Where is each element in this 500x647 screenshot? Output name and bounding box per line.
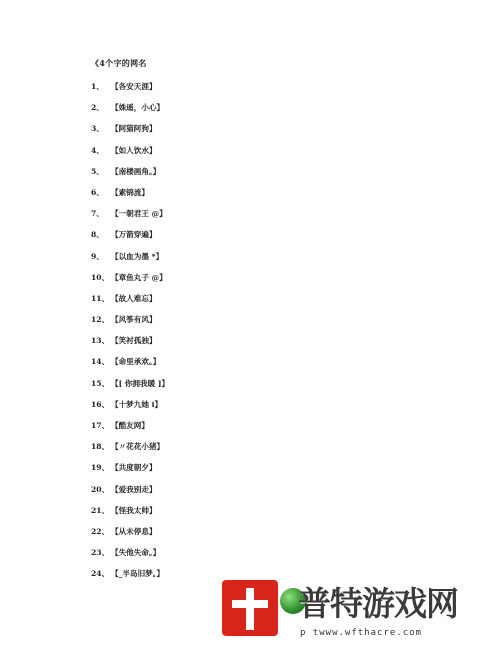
list-item (91, 167, 169, 188)
list-item (91, 548, 169, 569)
list-item (91, 103, 169, 124)
list-item-number: 23、 (91, 548, 110, 558)
list-item (91, 230, 169, 251)
list-item-number: 7、 (91, 209, 104, 219)
list-item-text: 【万箭穿遍】 (111, 230, 157, 240)
list-item (91, 273, 169, 294)
list-item-number: 11、 (91, 293, 110, 303)
list-item-number: 6、 (91, 187, 104, 197)
list-item-text: 【爱我别走】 (111, 484, 157, 494)
list-item-text: 【风筝有风】 (111, 315, 157, 325)
list-item-number: 20、 (91, 484, 110, 494)
list-item-text: 【一朝君王 @】 (111, 209, 167, 219)
watermark-logo-text: 普特游戏网 (298, 584, 458, 623)
list-item-number: 9、 (91, 251, 104, 261)
list-item (91, 146, 169, 167)
list-item-text: 【阿猫阿狗】 (111, 124, 157, 134)
list-item-text: 【如人饮水】 (111, 145, 157, 155)
list-item (91, 463, 169, 484)
list-item-number: 24、 (91, 569, 110, 579)
list-item-text: 【从未停息】 (111, 526, 157, 536)
list-item-text: 【怪我太帅】 (111, 505, 157, 515)
list-item (91, 527, 169, 548)
list-item-number: 12、 (91, 315, 110, 325)
list-item (91, 188, 169, 209)
list-item-number: 5、 (91, 166, 104, 176)
list-item-text: 【〃花花小猪】 (111, 442, 165, 452)
list-item-text: 【素锦流】 (111, 187, 149, 197)
list-item-text: 【十梦九她 i】 (111, 399, 163, 409)
list-item-number: 2、 (91, 103, 104, 113)
list-item-text: 【失他失命。】 (111, 548, 161, 558)
list-item-text: 【各安天涯】 (111, 82, 157, 91)
list-item-number: 22、 (91, 526, 110, 536)
list-item-number: 3、 (91, 124, 104, 134)
list-item (91, 294, 169, 315)
list-item-number: 10、 (91, 272, 110, 282)
list-item (91, 252, 169, 273)
list-item-text: 【[ 你拥我暖 ]】 (111, 378, 170, 388)
list-item-text: 【酷友网】 (111, 421, 149, 430)
list-item-number: 19、 (91, 463, 110, 473)
document-title: 《4个字的网名 (91, 58, 147, 68)
list-item (91, 82, 169, 103)
list-item (91, 569, 169, 590)
list-item-number: 21、 (91, 505, 110, 515)
list-item-text: 【笑衬孤独】 (111, 336, 157, 346)
list-item-number: 1、 (91, 82, 104, 91)
list-item-number: 13、 (91, 336, 110, 346)
list-item-text: 【以血为墨 *】 (111, 251, 164, 261)
list-item-text: 【故人难忘】 (111, 293, 157, 303)
list-item-text: 【章鱼丸子 @】 (111, 272, 167, 282)
list-item-text: 【命里承欢。】 (111, 357, 161, 367)
list-item-text: 【共度朝夕】 (111, 463, 157, 473)
watermark (222, 578, 498, 644)
list-item (91, 124, 169, 145)
list-item (91, 421, 169, 442)
list-item-number: 15、 (91, 378, 110, 388)
list-item (91, 315, 169, 336)
list-item (91, 209, 169, 230)
list-item-number: 18、 (91, 442, 110, 452)
list-item (91, 442, 169, 463)
cross-logo-icon (222, 580, 278, 636)
name-list (91, 82, 169, 591)
list-item (91, 400, 169, 421)
list-item-text: 【姝遥，小心】 (111, 103, 165, 113)
list-item (91, 379, 169, 400)
list-item-text: 【南楼画角。】 (111, 166, 161, 176)
list-item-number: 14、 (91, 357, 110, 367)
list-item-text: 【_半岛旧梦。】 (111, 569, 165, 579)
list-item (91, 485, 169, 506)
list-item-number: 4、 (91, 145, 104, 155)
list-item (91, 336, 169, 357)
watermark-url: p twww.wfthacre.com (300, 628, 422, 638)
list-item (91, 506, 169, 527)
list-item-number: 17、 (91, 421, 110, 430)
list-item-number: 8、 (91, 230, 104, 240)
list-item (91, 357, 169, 378)
list-item-number: 16、 (91, 399, 110, 409)
